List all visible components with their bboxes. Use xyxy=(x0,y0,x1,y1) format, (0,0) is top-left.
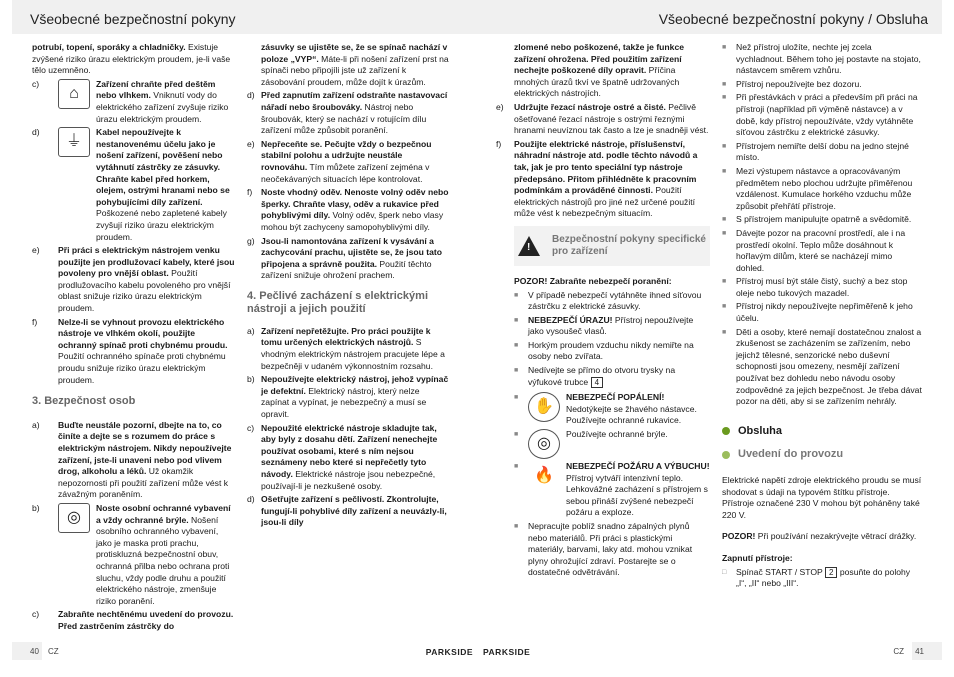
bullet-item: ■ Dávejte pozor na pracovní prostředí, ale i na prostředí okolní. Teplo může dosáhnout k hořlavým dílům, které se nacházejí mimo dohled. xyxy=(722,227,906,273)
list-item: e) Nepřeceňte se. Pečujte vždy o bezpečnou stabilní polohu a udržujte neustále rovnováhu. Tím můžete zařízení zejména v neočekávaných situacích lépe kontrolovat. xyxy=(247,138,432,184)
warning-note: POZOR! Zabraňte nebezpečí poranění: xyxy=(514,275,672,286)
bullet-item: ■ S přístrojem manipulujte opatrně a svědomitě. xyxy=(722,214,912,225)
intro-paragraph: zásuvky se ujistěte se, že se spínač nachází v poloze „VYP“. Máte-li při nošení zařízení prst na spínači nebo připojíli jste už zařízení k zásobování proudem, může dojít k úrazům. xyxy=(261,42,449,87)
bullet-item: ■ V případě nebezpečí vytáhněte ihned síťovou zástrčku z elektrické zásuvky. xyxy=(514,289,702,312)
list-item: b) Nepoužívejte elektrický nástroj, jehož vypínač je defektní. Elektrický nástroj, který nelze zapínat a vypínat, je nebezpečný a musí se opravit. xyxy=(247,374,449,420)
list-item: f) Nelze-li se vyhnout provozu elektrického nástroje ve vlhkém okolí, použijte ochranný spínač proti chybnému proudu. Použití ochranného spínače proti chybnému proudu snižuje riziko úrazu elektrickým proudem. xyxy=(32,316,228,385)
bullet-item: ■ ✋ NEBEZPEČÍ POPÁLENÍ! Nedotýkejte se žhavého nástavce. Používejte ochranné rukavice. xyxy=(514,392,697,426)
plug-icon: ⏚ xyxy=(58,127,90,157)
warning-icon: ! xyxy=(518,236,540,256)
list-item: c) Zabraňte nechtěnému uvedení do provozu. Před zastrčením zástrčky do xyxy=(32,609,234,631)
intro-paragraph: potrubí, topení, sporáky a chladničky. Existuje zvýšené riziko úrazu elektrickým proudem, je-li vaše tělo uzemněno. xyxy=(32,42,231,76)
language-code: CZ xyxy=(893,647,904,656)
brand-logo: PARKSIDE xyxy=(425,647,473,657)
bullet-item: ■ Přístrojem nemiřte delší dobu na jedno stejné místo. xyxy=(722,140,909,163)
bullet-item: ■ Přístroj musí být stále čistý, suchý a bez stop oleje nebo tukových mazadel. xyxy=(722,276,908,298)
subsection-heading: Uvedení do provozu xyxy=(722,449,922,461)
section-heading: 3. Bezpečnost osob xyxy=(32,395,136,408)
bullet-dot-icon xyxy=(722,427,730,435)
language-code: CZ xyxy=(48,647,59,656)
house-icon: ⌂ xyxy=(58,79,90,109)
page-number: 41 xyxy=(915,647,924,656)
list-item: f) Použijte elektrické nástroje, příslušenství, náhradní nástroje atd. podle těchto návodů a tak, jak je pro tento speciální typ nástroje předepsáno. Přitom přihlédněte k pracovním podmínkám a prováděné činnosti. Použití elektrických nástrojů pro jiné než určené použití může vést k nebezpečným situacím. xyxy=(496,138,698,219)
page-header-title: Všeobecné bezpečnostní pokyny / Obsluha xyxy=(658,11,928,27)
list-item: d) ⏚ Kabel nepoužívejte k nestanovenému účelu jako je nošení zařízení, pověšení nebo vytáhnutí zástrčky ze zásuvky. Chraňte kabel před horkem, olejem, ostrými hranami nebo se pohybujícími díly zařízení. Poškozené nebo zapletené kabely zvyšují riziko úrazu elektrickým proudem. xyxy=(32,127,230,242)
bullet-item: ■ Přístroj nepoužívejte bez dozoru. xyxy=(722,78,862,89)
part-number-box: 2 xyxy=(825,567,837,578)
list-item: c) Nepoužité elektrické nástroje skladujte tak, aby byly z dosahu dětí. Zařízení nenechejte používat osobami, které s ním nejsou seznámeny nebo které si nepřečetly tyto návody. Elektrické nástroje jsou nebezpečné, používají-li je nezkušené osoby. xyxy=(247,422,438,491)
list-item: g) Jsou-li namontována zařízení k vysávání a zachycování prachu, ujistěte se, že jsou tato připojena a správně použita. Použití těchto zařízení snižuje ohrožení prachem. xyxy=(247,235,443,281)
bullet-item: ■ Mezi výstupem nástavce a opracovávaným předmětem nebo plochou udržujte přiměřenou vzdálenost. Kumulace horkého vzduchu může způsobit přehřátí přístroje. xyxy=(722,165,913,211)
section-heading: 4. Pečlivé zacházení s elektrickými nástroji a jejich použití xyxy=(247,289,429,315)
list-item: b) ◎ Noste osobní ochranné vybavení a vždy ochranné brýle. Nošení osobního ochranného vybavení, jako je maska proti prachu, protiskluzná bezpečnostní obuv, ochranná přilba nebo ochrana proti sluchu, vždy podle druhu a použití elektrického nástroje, zmenšuje riziko poranění. xyxy=(32,502,231,606)
right-page xyxy=(477,0,954,677)
paragraph: POZOR! Při používání nezakrývejte větrací drážky. xyxy=(722,531,917,542)
paragraph: Elektrické napětí zdroje elektrického proudu se musí shodovat s údaji na typovém štítku přístroje. Přístroje označené 230 V mohou být poháněny také 220 V. xyxy=(722,475,922,520)
list-item: a) Zařízení nepřetěžujte. Pro práci použijte k tomu určených elektrických nástrojů. S vhodným elektrickým nástrojem pracujete lépe a bezpečněji v udaném výkonnostním rozsahu. xyxy=(247,325,445,371)
bullet-item: ■ Nedívejte se přímo do otvoru trysky na výfukové trubce 4 xyxy=(514,365,676,387)
list-item: e) Udržujte řezací nástroje ostré a čisté. Pečlivě ošetřované řezací nástroje s ostrými řeznými hranami neuvíznou tak často a lze je snadněji vést. xyxy=(496,101,709,136)
fire-icon: 🔥 xyxy=(534,467,554,485)
page-header-title: Všeobecné bezpečnostní pokyny xyxy=(30,11,236,27)
bullet-item: ■ ◎ Používejte ochranné brýle. xyxy=(514,429,710,459)
list-item: d) Před zapnutím zařízení odstraňte nastavovací nářadí nebo šroubováky. Nástroj nebo šroubovák, který se nachází v rotujícím dílu zařízení může způsobit poranění. xyxy=(247,90,448,136)
left-column-1 xyxy=(32,42,236,635)
page-number: 40 xyxy=(30,647,39,656)
list-item: e) Při práci s elektrickým nástrojem venku použijte jen prodlužovací kabely, které jsou povoleny pro vnější oblast. Použití prodlužovacího kabelu povoleného pro vnější oblast snižuje riziko úrazu elektrickým proudem. xyxy=(32,245,235,314)
list-item: f) Noste vhodný oděv. Nenoste volný oděv nebo šperky. Chraňte vlasy, oděv a rukavice před pohyblivými díly. Volný oděv, šperk nebo vlasy mohou být zachyceny samopohyblivými díly. xyxy=(247,187,449,232)
warning-box: ! Bezpečnostní pokyny specifické pro zařízení xyxy=(514,226,710,266)
bullet-item: ■ Nepracujte poblíž snadno zápalných plynů nebo materiálů. Při práci s plastickými materiály, barvami, laky atd. mohou vznikat plyny ohrožující zdraví. Postarejte se o dostatečné odvětrávání. xyxy=(514,521,693,578)
left-column-2 xyxy=(247,42,450,531)
right-column-1 xyxy=(496,42,710,581)
goggles-icon: ◎ xyxy=(528,429,560,459)
intro-paragraph: zlomené nebo poškozené, takže je funkce zařízení ohrožena. Před použitím zařízení nechejte poškozené díly opravit. Příčina mnohých úrazů tkví ve špatně udržovaných elektrických nástrojích. xyxy=(514,42,685,99)
list-item: d) Ošetřujte zařízení s pečlivostí. Zkontrolujte, fungují-li pohyblivé díly zařízení a neuvázly-li, jsou-li díly xyxy=(247,494,447,528)
brand-logo: PARKSIDE xyxy=(483,647,531,657)
gloves-icon: ✋ xyxy=(528,392,560,422)
bullet-item: □ Spínač START / STOP 2 posuňte do polohy „I“, „II“ nebo „III“. xyxy=(722,566,911,589)
part-number-box: 4 xyxy=(591,377,603,388)
section-heading: Obsluha xyxy=(722,426,922,438)
bullet-dot-icon xyxy=(722,451,730,459)
list-item: c) ⌂ Zařízení chraňte před deštěm nebo vlhkem. Vniknutí vody do elektrického zařízení zvyšuje riziko úrazu elektrickým proudem. xyxy=(32,78,229,124)
list-item: a) Buďte neustále pozorní, dbejte na to, co činíte a dejte se s rozumem do práce s elektrickým nástrojem. Nikdy nepoužívejte zařízení, jste-li unaveni nebo pod vlivem drog, alkoholu a léků. Už okamžik nepozornosti při použití zařízení může vést k závažným poraněním. xyxy=(32,419,232,500)
right-column-2 xyxy=(722,42,922,592)
bullet-item: ■ Při přestávkách v práci a především při práci na přístroji (například při výměně nástavce) a v době, kdy přístroj nepoužíváte, vždy vytáhněte síťovou zástrčku z elektrické zásuvky. xyxy=(722,92,918,138)
subheading: Zapnutí přístroje: xyxy=(722,552,793,563)
bullet-item: ■ 🔥 NEBEZPEČÍ POŽÁRU A VÝBUCHU! Přístroj vytváří intenzivní teplo. Lehkovážné zacházení s přístrojem s sebou přináší zvýšené nebezpečí požáru a exploze. xyxy=(514,461,710,518)
bullet-item: ■ Přístroj nikdy nepoužívejte nepřiměřeně k jeho účelu. xyxy=(722,301,913,324)
bullet-item: ■ Než přístroj uložíte, nechte jej zcela vychladnout. Během toho jej postavte na stojato, nástavcem směrem vzhůru. xyxy=(722,42,921,76)
bullet-item: ■ NEBEZPEČÍ ÚRAZU! Přístroj nepoužívejte jako vysoušeč vlasů. xyxy=(514,314,694,337)
bullet-item: ■ Horkým proudem vzduchu nikdy nemiřte na osoby nebo zvířata. xyxy=(514,339,694,362)
bullet-item: ■ Děti a osoby, které nemají dostatečnou znalost a zkušenost se zacházením se zařízením, nebo jejichž tělesné, senzorické nebo duševní schopnosti jsou omezeny, nesmějí zařízení používat bez dohledu nebo návodu osoby zodpovědné za jejich bezpečnost. Je třeba dávat pozor na děti, aby si se zařízením nehrály. xyxy=(722,326,922,407)
goggles-icon: ◎ xyxy=(58,503,90,533)
